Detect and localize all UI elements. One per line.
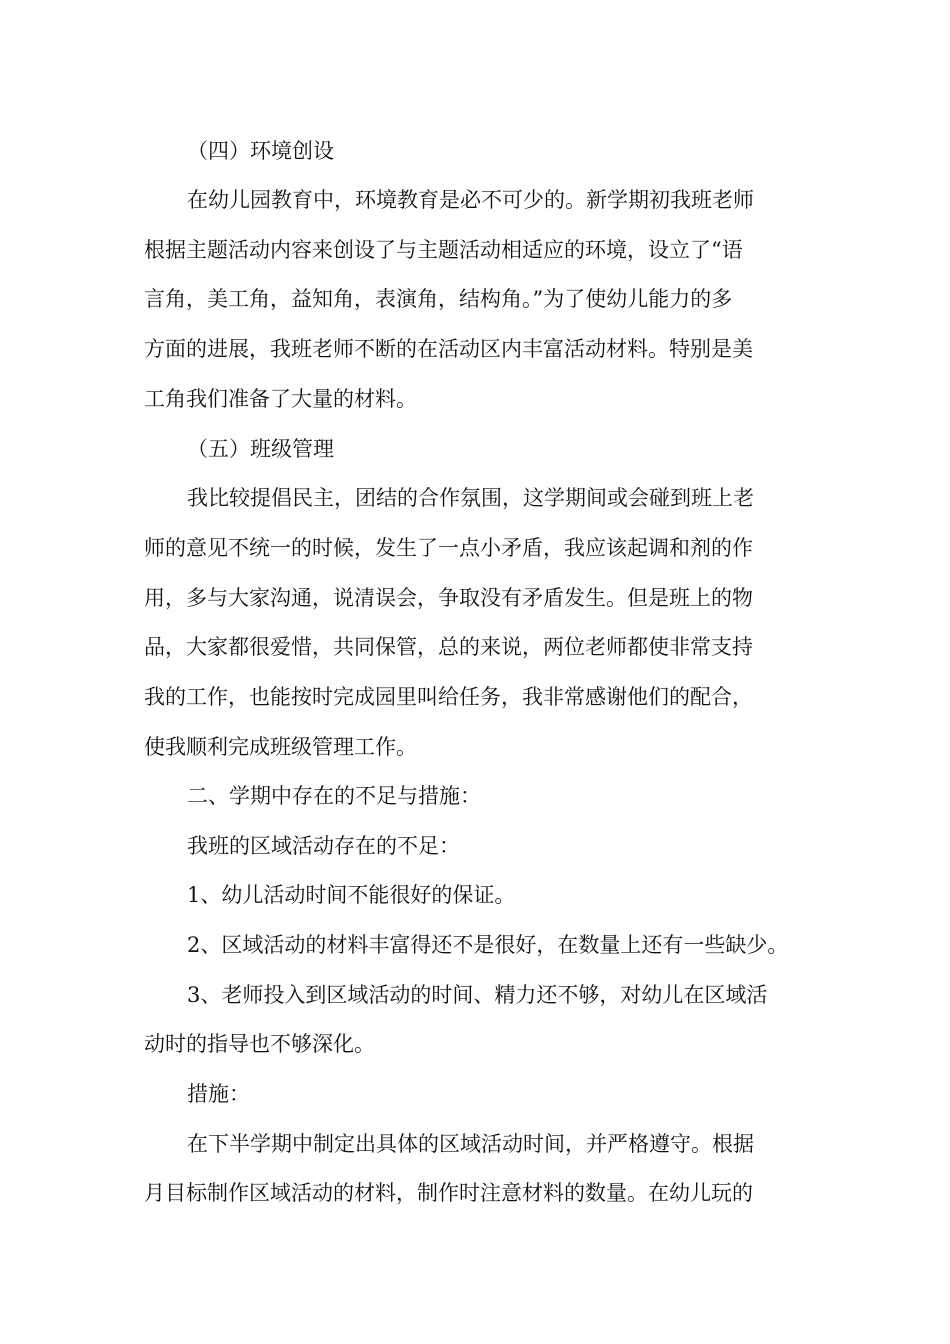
list-item: 1、幼儿活动时间不能很好的保证。 <box>187 883 516 907</box>
paragraph-line: 在幼儿园教育中，环境教育是必不可少的。新学期初我班老师 <box>187 188 754 212</box>
list-item: 3、老师投入到区域活动的时间、精力还不够，对幼儿在区域活 <box>187 983 768 1007</box>
paragraph-line: 我的工作，也能按时完成园里叫给任务，我非常感谢他们的配合， <box>144 685 753 709</box>
paragraph-line: 我班的区域活动存在的不足： <box>187 834 460 858</box>
section-heading-class-management: （五）班级管理 <box>187 437 334 461</box>
list-item: 2、区域活动的材料丰富得还不是很好，在数量上还有一些缺少。 <box>187 933 789 957</box>
paragraph-line: 言角，美工角，益知角，表演角，结构角。”为了使幼儿能力的多 <box>144 287 733 311</box>
paragraph-line: 工角我们准备了大量的材料。 <box>144 387 417 411</box>
paragraph-line: 我比较提倡民主，团结的合作氛围，这学期间或会碰到班上老 <box>187 486 754 510</box>
paragraph-line: 用，多与大家沟通，说清误会，争取没有矛盾发生。但是班上的物 <box>144 586 753 610</box>
paragraph-line: 月目标制作区域活动的材料，制作时注意材料的数量。在幼儿玩的 <box>144 1181 753 1205</box>
paragraph-line: 根据主题活动内容来创设了与主题活动相适应的环境，设立了“语 <box>144 238 743 262</box>
paragraph-line: 师的意见不统一的时候，发生了一点小矛盾，我应该起调和剂的作 <box>144 536 753 560</box>
paragraph-line: 使我顺利完成班级管理工作。 <box>144 735 417 759</box>
list-item-continuation: 动时的指导也不够深化。 <box>144 1032 375 1056</box>
measures-heading: 措施： <box>187 1082 250 1106</box>
section-heading-environment: （四）环境创设 <box>187 139 334 163</box>
paragraph-line: 在下半学期中制定出具体的区域活动时间，并严格遵守。根据 <box>187 1132 754 1156</box>
paragraph-line: 品，大家都很爱惜，共同保管，总的来说，两位老师都使非常支持 <box>144 635 753 659</box>
section-heading-shortcomings: 二、学期中存在的不足与措施： <box>187 784 481 808</box>
paragraph-line: 方面的进展，我班老师不断的在活动区内丰富活动材料。特别是美 <box>144 337 753 361</box>
